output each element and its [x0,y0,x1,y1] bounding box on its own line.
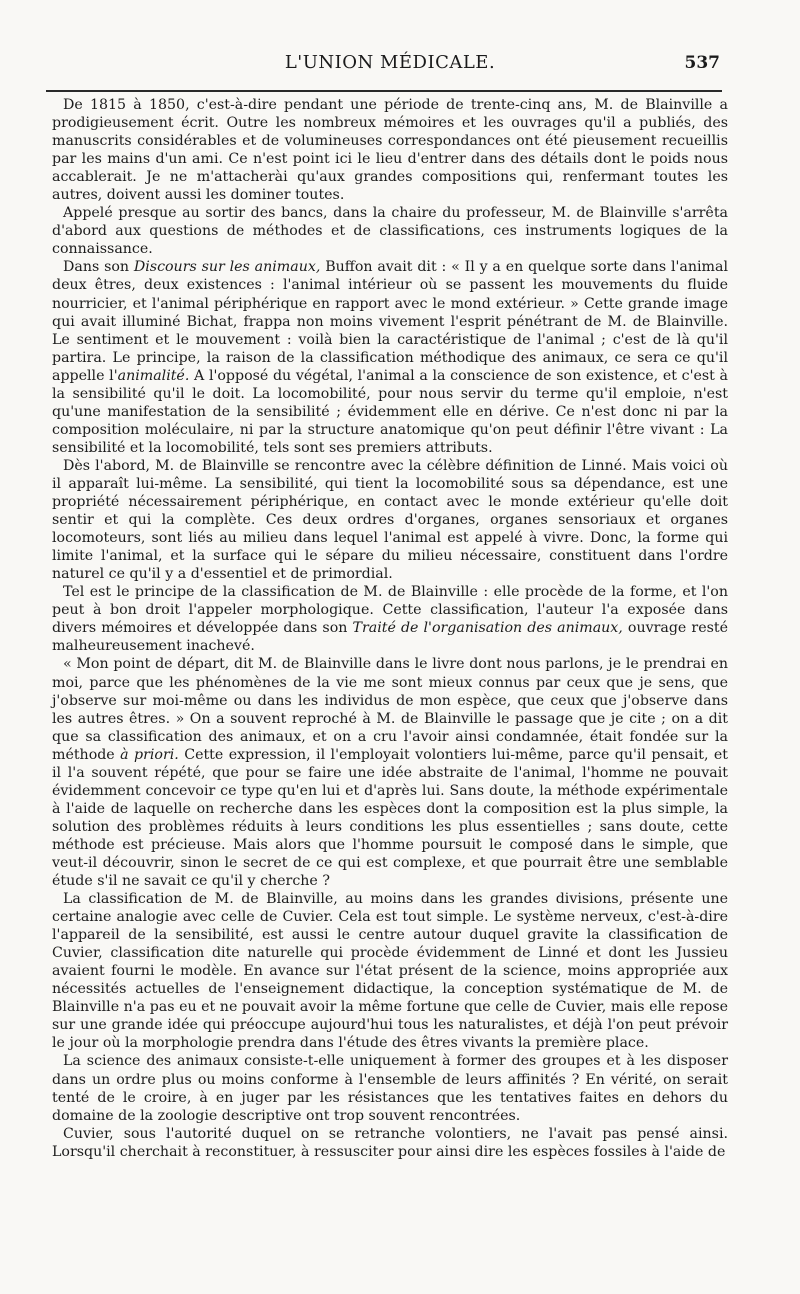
paragraph-text: Appelé presque au sortir des bancs, dans la chaire du professeur, M. de Blainville s'arrêta d'abord aux questions de méthodes et de classifications, ces instruments logiques de la connaissance. [52,205,728,258]
paragraph [52,890,728,1052]
paragraph [52,583,728,655]
italic-term: à priori. [120,746,179,763]
paragraph-text: Buffon avait dit : « Il y a en quelque sorte dans l'animal deux êtres, deux existences : l'animal intérieur où se passent les mouvements du fluide nourricier, et l'animal périphérique en rapport avec le mond extérieur. » Cette grande image qui avait illuminé Bichat, frappa non moins vivement l'esprit pénétrant de M. de Blainville. Le sentiment et le mouvement : voilà bien la caractéristique de l'animal ; c'est de là qu'il partira. Le principe, la raison de la classification méthodique des animaux, ce sera ce qu'il appelle l' [52,259,728,384]
paragraph-text: ouvrage resté malheureusement inachevé. [52,620,728,655]
running-title: L'UNION MÉDICALE. [284,52,496,73]
paragraph-text: Dès l'abord, M. de Blainville se rencontre avec la célèbre définition de Linné. Mais voici où il apparaît lui-même. La sensibilité, qui tient la locomobilité sous sa dépendance, est une propriété nécessairement périphérique, en contact avec le monde extérieur qu'elle doit sentir et qui la complète. Ces deux ordres d'organes, organes sensoriaux et organes locomoteurs, sont liés au milieu dans lequel l'animal est appelé à vivre. Donc, la forme qui limite l'animal, et la surface qui le sépare du milieu nécessaire, constituent dans l'ordre naturel ce qu'il y a d'essentiel et de primordial. [52,457,728,583]
paragraph-text: De 1815 à 1850, c'est-à-dire pendant une période de trente-cinq ans, M. de Blainville a prodigieusement écrit. Outre les nombreux mémoires et les ouvrages qu'il a publiés, des manuscrits considérables et de volumineuses correspondances ont été pieusement recueillis par les mains d'un ami. Ce n'est point ici le lieu d'entrer dans des détails dont le poids nous accablerait. Je ne m'attacherài qu'aux grandes compositions qui, renfermant toutes les autres, doivent aussi les dominer toutes. [52,97,728,204]
italic-term: animalité. [117,367,190,384]
paragraph-text: Tel est le principe de la classification de M. de Blainville : elle procède de la forme, et l'on peut à bon droit l'appeler morphologique. Cette classification, l'auteur l'a exposée dans divers mémoires et développée dans son [52,584,728,637]
paragraph [52,1125,728,1161]
paragraph-text: La science des animaux consiste-t-elle uniquement à former des groupes et à les disposer dans un ordre plus ou moins conforme à l'ensemble de leurs affinités ? En vérité, on serait tenté de le croire, à en juger par les résistances que les tentatives faites en dehors du domaine de la zoologie descriptive ont trop souvent rencontrées. [52,1053,728,1124]
paragraph [52,204,728,258]
paragraph [52,457,728,583]
paragraph-text: A l'opposé du végétal, l'animal a la conscience de son existence, et c'est à la sensibilité qu'il le doit. La locomobilité, pour nous servir du terme qu'il emploie, n'est qu'une manifestation de la sensibilité ; évidemment elle en dérive. Ce n'est donc ni par la composition moléculaire, ni par la structure anatomique qu'on peut définir l'être vivant : La sensibilité et la locomobilité, tels sont ses premiers attributs. [52,367,728,456]
paragraph [52,258,728,457]
page-number: 537 [684,53,720,73]
paragraph-text: Cuvier, sous l'autorité duquel on se retranche volontiers, ne l'avait pas pensé ainsi. Lorsqu'il cherchait à reconstituer, à ressusciter pour ainsi dire les espèces fossiles à l'aide de [52,1125,728,1160]
paragraph [52,96,728,204]
paragraph-text: Cette expression, il l'employait volontiers lui-même, parce qu'il pensait, et il l'a souvent répété, que pour se faire une idée abstraite de l'animal, l'homme ne pouvait évidemment concevoir ce type qu'en lui et d'après lui. Sans doute, la méthode expérimentale à l'aide de laquelle on recherche dans les espèces dont la composition est la plus simple, la solution des problèmes réduits à leurs conditions les plus essentielles ; sans doute, cette méthode est précieuse. Mais alors que l'homme poursuit le composé dans le simple, que veut-il découvrir, sinon le secret de ce qui est complexe, et que pourrait être une semblable étude s'il ne savait ce qu'il y cherche ? [52,746,728,890]
page-header [56,52,724,82]
italic-title: Traité de l'organisation des animaux, [352,620,623,637]
paragraph [52,655,728,890]
paragraph-text: « Mon point de départ, dit M. de Blainville dans le livre dont nous parlons, je le prendrai en moi, parce que les phénomènes de la vie me sont mieux connus par ceux que je sens, que j'observe sur moi-même ou dans les individus de mon espèce, que ceux que j'observe dans les autres êtres. » On a souvent reproché à M. de Blainville le passage que je cite ; on a dit que sa classification des animaux, et on a cru l'avoir ainsi condamnée, était fondée sur la méthode [52,656,728,763]
paragraph-text: La classification de M. de Blainville, au moins dans les grandes divisions, présente une certaine analogie avec celle de Cuvier. Cela est tout simple. Le système nerveux, c'est-à-dire l'appareil de la sensibilité, est aussi le centre autour duquel gravite la classification de Cuvier, classification dite naturelle qui procède évidemment de Linné et dont les Jussieu avaient fourni le modèle. En avance sur l'état présent de la science, moins appropriée aux nécessités actuelles de l'enseignement didactique, la conception systématique de M. de Blainville n'a pas eu et ne pouvait avoir la même fortune que celle de Cuvier, mais elle repose sur une grande idée qui préoccupe aujourd'hui tous les naturalistes, et déjà l'on peut prévoir le jour où la morphologie prendra dans l'étude des êtres vivants la première place. [52,891,728,1052]
paragraph-text: Dans son [63,259,134,276]
body-text [52,96,728,1161]
italic-title: Discours sur les animaux, [133,259,321,276]
header-rule [46,90,722,92]
paragraph [52,1052,728,1124]
